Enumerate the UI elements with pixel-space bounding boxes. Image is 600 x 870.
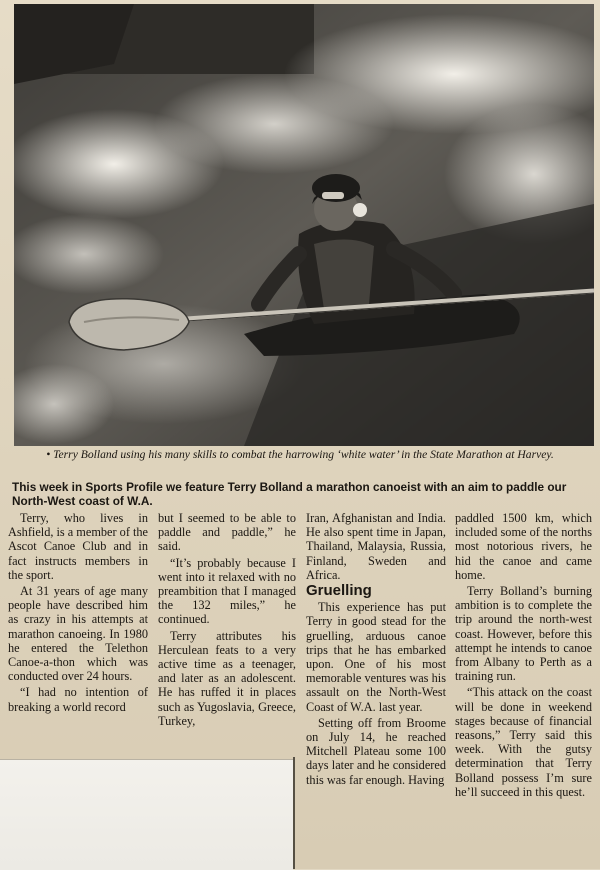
paragraph: Terry Bolland’s burning ambition is to complete the trip around the north-west coast. However, before this attempt he intends to canoe from Albany to Perth as a training run. bbox=[455, 584, 592, 684]
paragraph: Terry, who lives in Ashfield, is a member of the Ascot Canoe Club and in fact instructs members in the sport. bbox=[8, 511, 149, 582]
article-column-3 bbox=[306, 511, 446, 789]
article-column-4 bbox=[455, 511, 592, 801]
photo-caption: • Terry Bolland using his many skills to combat the harrowing ‘white water’ in the State Marathon at Harvey. bbox=[46, 448, 554, 461]
paragraph: paddled 1500 km, which included some of the norths most notorious rivers, he hid the canoe and came home. bbox=[455, 511, 592, 582]
article-column-1 bbox=[8, 511, 148, 716]
backing-paper bbox=[0, 759, 293, 870]
paragraph: At 31 years of age many people have described him as crazy in his attempts at marathon canoeing. In 1980 he entered the Telethon Canoe-a-thon which was conducted over 24 hours. bbox=[8, 584, 148, 684]
paragraph: but I seemed to be able to paddle and paddle,” he said. bbox=[158, 511, 296, 554]
paragraph: “It’s probably because I went into it relaxed with no preambition that I managed the 132 miles,” he continued. bbox=[158, 555, 296, 627]
article-lede: This week in Sports Profile we feature Terry Bolland a marathon canoeist with an aim to paddle our North-West coast of W.A. bbox=[12, 480, 567, 508]
subheading-gruelling: Gruelling bbox=[306, 582, 372, 600]
paragraph: Setting off from Broome on July 14, he reached Mitchell Plateau some 100 days later and he considered this was far enough. Having bbox=[306, 715, 446, 787]
paragraph: This experience has put Terry in good stead for the gruelling, arduous canoe trips that he has embarked upon. One of his most memorable ventures was his assault on the North-West Coast of W.A. last year. bbox=[306, 600, 446, 714]
kayaker-whitewater-photo bbox=[14, 4, 594, 446]
paragraph: Terry attributes his Herculean feats to a very active time as a teenager, and later as an adolescent. He has ruffed it in places such as Yugoslavia, Greece, Turkey, bbox=[158, 628, 296, 728]
paragraph: “I had no intention of breaking a world record bbox=[8, 685, 148, 714]
paragraph: “This attack on the coast will be done in weekend stages because of financial reasons,” Terry said this week. With the gutsy determination that Terry Bolland possess I’m sure he’ll succeed in this quest. bbox=[455, 685, 592, 799]
paragraph: Iran, Afghanistan and India. He also spent time in Japan, Thailand, Malaysia, Russia, Finland, Sweden and Africa. bbox=[306, 511, 446, 582]
clipping-edge-line bbox=[293, 757, 295, 869]
article-column-2 bbox=[158, 511, 296, 730]
